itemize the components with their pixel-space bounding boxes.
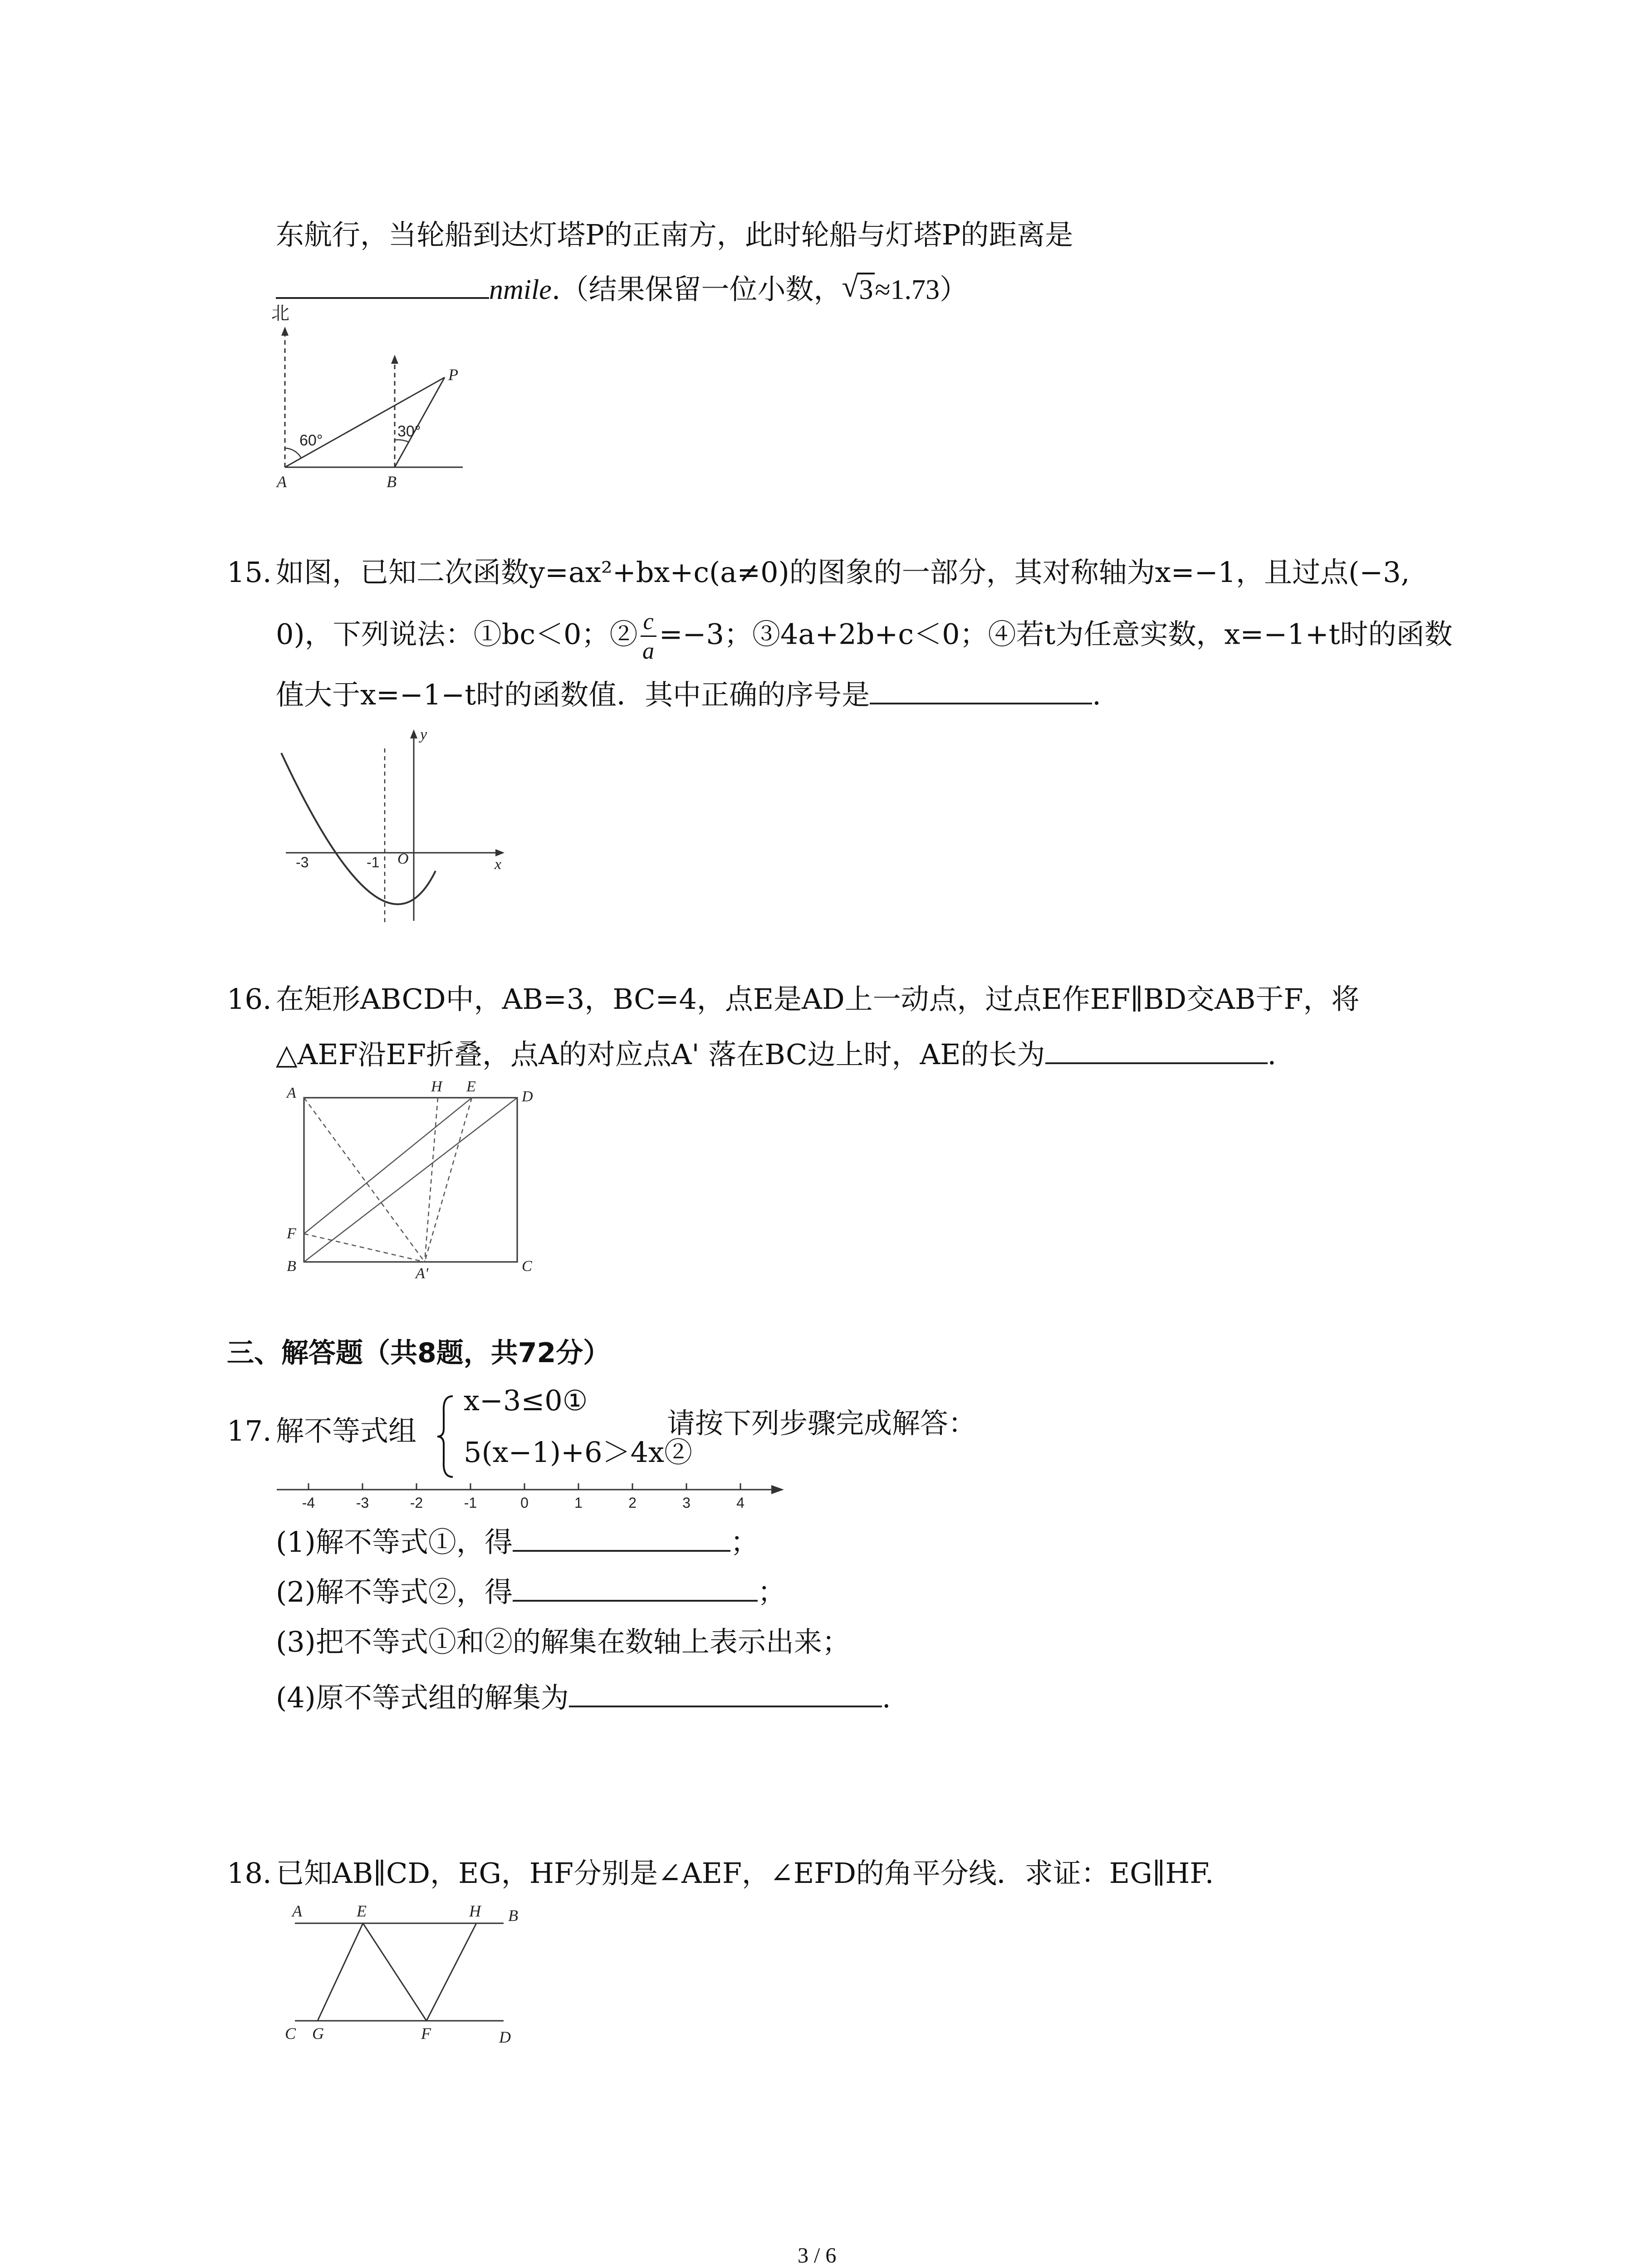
- q15-line2: [276, 610, 1453, 663]
- q15-line3-end: .: [1092, 678, 1101, 711]
- q15-label-o: O: [397, 850, 409, 867]
- q14-north-arrow-a: [281, 327, 289, 336]
- section-heading: 三、解答题（共8题，共72分）: [227, 1337, 611, 1369]
- q16-line2-text: △AEF沿EF折叠，点A的对应点A' 落在BC边上时，AE的长为: [276, 1038, 1045, 1071]
- q14-note-pre: .（结果保留一位小数，: [551, 273, 842, 306]
- q16-answer-blank[interactable]: [1045, 1037, 1268, 1064]
- q14-figure: [268, 304, 481, 494]
- q14-angle-arc-b: [395, 440, 409, 442]
- number-line-tick-label: 2: [628, 1495, 637, 1511]
- q17-number-line[interactable]: [272, 1480, 789, 1525]
- number-line-tick-label: 4: [736, 1495, 745, 1511]
- q16-label-c: C: [522, 1258, 532, 1275]
- q15-x-arrow: [495, 849, 505, 856]
- q14-angle-30: 30°: [397, 423, 421, 440]
- q17-step1-blank[interactable]: [513, 1525, 730, 1552]
- q18-text: 已知AB∥CD，EG，HF分别是∠AEF，∠EFD的角平分线．求证：EG∥HF.: [276, 1857, 1214, 1890]
- q14-note-post: ≈1.73）: [875, 274, 968, 305]
- q15-label-x: x: [495, 856, 502, 873]
- q15-line1: 如图，已知二次函数y=ax²+bx+c(a≠0)的图象的一部分，其对称轴为x=−1，且过点(−3,: [276, 556, 1410, 589]
- q18-label-h: H: [469, 1902, 481, 1920]
- q16-diagonal-bd: [304, 1098, 517, 1262]
- q15-line2-pre: 0)，下列说法：①bc＜0；②: [276, 617, 638, 651]
- q15-line2-post: =−3；③4a+2b+c＜0；④若t为任意实数，x=−1+t时的函数: [659, 617, 1453, 651]
- number-line-arrow: [771, 1485, 784, 1494]
- q14-unit: nmile: [489, 274, 552, 305]
- number-line-tick-label: -4: [302, 1495, 315, 1511]
- q14-line1: 东航行，当轮船到达灯塔P的正南方，此时轮船与灯塔P的距离是: [276, 218, 1073, 251]
- q18-label-d: D: [499, 2028, 511, 2046]
- q15-label-y: y: [420, 726, 427, 743]
- q16-label-h: H: [431, 1078, 442, 1095]
- q14-sqrt-radicand: 3: [857, 273, 875, 305]
- q16-label-d: D: [522, 1088, 533, 1105]
- q15-line3: [276, 677, 1101, 713]
- q16-label-a: A: [287, 1085, 296, 1101]
- q18-number: 18.: [227, 1857, 272, 1890]
- q15-frac-den: a: [642, 638, 655, 664]
- q16-label-f: F: [287, 1225, 296, 1242]
- q18-label-c: C: [285, 2024, 296, 2043]
- q16-line2-end: .: [1267, 1038, 1277, 1071]
- q14-segment-ap: [285, 377, 445, 467]
- q14-angle-arc-a: [285, 448, 301, 458]
- q17-step3: (3)把不等式①和②的解集在数轴上表示出来；: [276, 1625, 850, 1658]
- q14-label-a: A: [277, 473, 287, 491]
- number-line-ticks: [302, 1483, 745, 1511]
- q16-line1: 在矩形ABCD中，AB=3，BC=4，点E是AD上一动点，过点E作EF∥BD交AB于F，将: [276, 982, 1360, 1016]
- q14-north-label: 北: [271, 304, 289, 323]
- q17-step1-end: ；: [730, 1525, 759, 1559]
- page-number: 3 / 6: [798, 2244, 837, 2268]
- q17-step4: [276, 1680, 891, 1716]
- q16-line2: [276, 1036, 1276, 1073]
- q17-step4-blank[interactable]: [569, 1680, 882, 1707]
- q15-number: 15.: [227, 556, 272, 589]
- q18-segment-hf: [426, 1923, 476, 2021]
- q18-label-a: A: [292, 1902, 302, 1920]
- number-line-tick-label: -3: [356, 1495, 369, 1511]
- q18-label-b: B: [508, 1906, 518, 1925]
- q16-number: 16.: [227, 982, 272, 1016]
- q17-step2-blank[interactable]: [513, 1574, 758, 1602]
- q15-figure: [272, 721, 517, 930]
- q14-answer-blank[interactable]: [276, 272, 489, 299]
- q15-parabola: [281, 753, 436, 904]
- number-line-tick-label: -2: [410, 1495, 423, 1511]
- q16-label-b: B: [287, 1258, 296, 1275]
- q15-y-arrow: [410, 729, 417, 738]
- sqrt-symbol: [842, 272, 875, 308]
- number-line-tick-label: 0: [520, 1495, 529, 1511]
- q17-step2: [276, 1574, 786, 1610]
- q17-step4-end: .: [882, 1681, 891, 1714]
- number-line-tick-label: 1: [574, 1495, 583, 1511]
- q16-segment-ef: [304, 1098, 472, 1234]
- q17-lead: 解不等式组: [276, 1414, 417, 1447]
- q17-brace: [435, 1393, 457, 1480]
- q16-dashed-ha: [425, 1098, 438, 1262]
- q18-label-g: G: [312, 2024, 324, 2043]
- q14-line2: [276, 271, 968, 308]
- q18-label-f: F: [421, 2024, 431, 2043]
- q14-label-b: B: [387, 473, 397, 491]
- q14-angle-60: 60°: [299, 432, 323, 449]
- q18-segment-eg: [318, 1923, 363, 2021]
- number-line-tick-label: -1: [464, 1495, 477, 1511]
- q15-label-m1: -1: [367, 854, 380, 870]
- q17-step4-text: (4)原不等式组的解集为: [276, 1681, 569, 1714]
- q17-number: 17.: [227, 1414, 272, 1447]
- q18-figure: [277, 1898, 531, 2053]
- number-line-tick-label: 3: [682, 1495, 691, 1511]
- q16-label-a-prime: A': [416, 1265, 429, 1282]
- q17-step2-end: ；: [757, 1575, 786, 1608]
- q15-frac-num: c: [641, 610, 656, 637]
- q18-label-e: E: [357, 1902, 367, 1920]
- q16-dashed-aa: [304, 1098, 425, 1262]
- q17-step1: [276, 1524, 759, 1560]
- q14-north-arrow-b: [391, 355, 398, 364]
- q15-label-m3: -3: [296, 854, 309, 870]
- q17-ineq1: x−3≤0①: [464, 1384, 588, 1417]
- q17-step2-text: (2)解不等式②，得: [276, 1575, 513, 1608]
- q15-answer-blank[interactable]: [870, 677, 1092, 704]
- q15-line3-text: 值大于x=−1−t时的函数值．其中正确的序号是: [276, 678, 870, 711]
- q18-segment-ef: [363, 1923, 426, 2021]
- q17-step1-text: (1)解不等式①，得: [276, 1525, 513, 1559]
- q15-fraction: [641, 610, 656, 663]
- q16-figure: [277, 1075, 544, 1284]
- q14-label-p: P: [448, 366, 458, 384]
- q17-tail: 请按下列步骤完成解答：: [667, 1407, 977, 1440]
- q17-ineq2: 5(x−1)+6＞4x②: [464, 1436, 692, 1469]
- q16-label-e: E: [466, 1078, 476, 1095]
